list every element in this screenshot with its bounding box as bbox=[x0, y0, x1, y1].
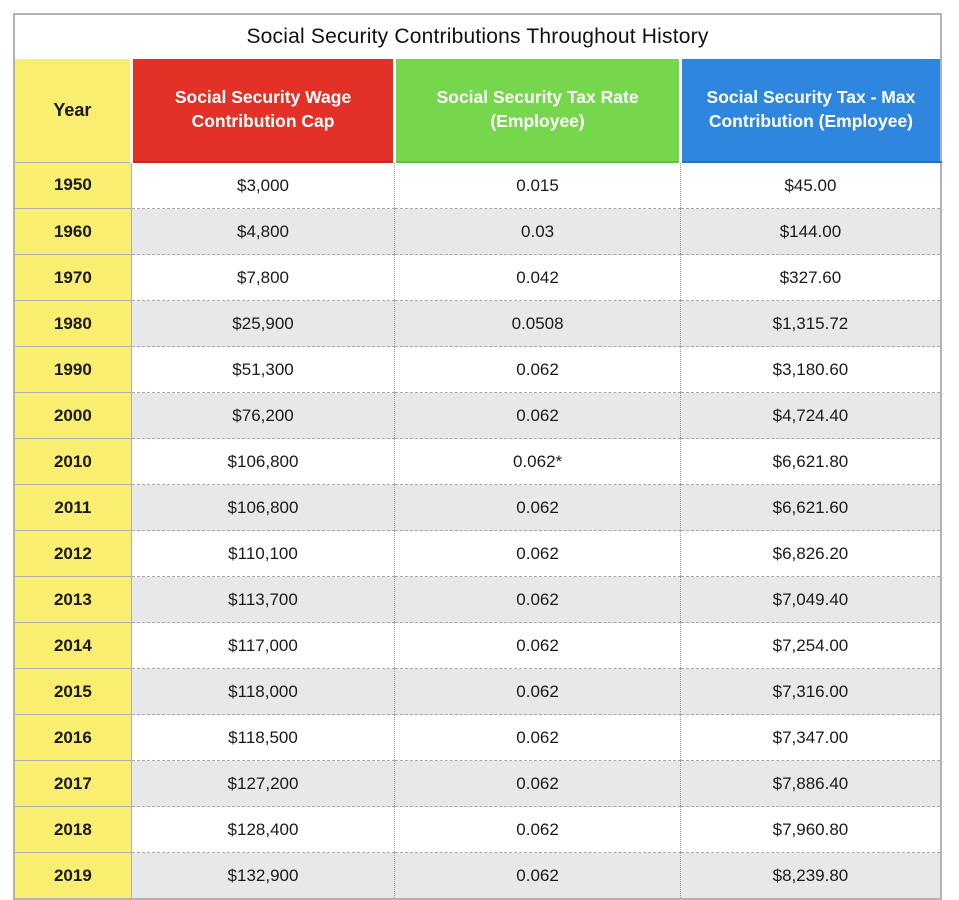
max-contribution-cell: $7,254.00 bbox=[680, 623, 941, 669]
year-column-header: Year bbox=[14, 59, 131, 162]
year-cell: 2000 bbox=[14, 393, 131, 439]
max-contribution-column-header: Social Security Tax - Max Contribution (Employee) bbox=[680, 59, 941, 162]
max-contribution-cell: $6,621.60 bbox=[680, 485, 941, 531]
table-row bbox=[14, 301, 941, 347]
tax-rate-cell: 0.062 bbox=[395, 577, 681, 623]
max-contribution-cell: $6,826.20 bbox=[680, 531, 941, 577]
tax-rate-cell: 0.062 bbox=[395, 807, 681, 853]
max-contribution-cell: $7,886.40 bbox=[680, 761, 941, 807]
wage-cap-cell: $127,200 bbox=[131, 761, 395, 807]
wage-cap-cell: $118,500 bbox=[131, 715, 395, 761]
tax-rate-cell: 0.062 bbox=[395, 715, 681, 761]
max-contribution-cell: $7,316.00 bbox=[680, 669, 941, 715]
year-cell: 2016 bbox=[14, 715, 131, 761]
year-cell: 1960 bbox=[14, 209, 131, 255]
year-cell: 1990 bbox=[14, 347, 131, 393]
tax-rate-cell: 0.015 bbox=[395, 162, 681, 209]
wage-cap-cell: $132,900 bbox=[131, 853, 395, 900]
max-contribution-cell: $327.60 bbox=[680, 255, 941, 301]
tax-rate-cell: 0.0508 bbox=[395, 301, 681, 347]
year-cell: 2011 bbox=[14, 485, 131, 531]
table-row bbox=[14, 255, 941, 301]
tax-rate-cell: 0.062 bbox=[395, 623, 681, 669]
table-row bbox=[14, 853, 941, 900]
wage-cap-cell: $106,800 bbox=[131, 485, 395, 531]
wage-cap-cell: $3,000 bbox=[131, 162, 395, 209]
table-row bbox=[14, 531, 941, 577]
table-row bbox=[14, 485, 941, 531]
table-row bbox=[14, 577, 941, 623]
title-row bbox=[14, 14, 941, 59]
max-contribution-cell: $3,180.60 bbox=[680, 347, 941, 393]
tax-rate-cell: 0.042 bbox=[395, 255, 681, 301]
table-row bbox=[14, 807, 941, 853]
table-title: Social Security Contributions Throughout History bbox=[14, 14, 941, 59]
year-cell: 2013 bbox=[14, 577, 131, 623]
table-row bbox=[14, 209, 941, 255]
year-cell: 2010 bbox=[14, 439, 131, 485]
max-contribution-cell: $1,315.72 bbox=[680, 301, 941, 347]
tax-rate-cell: 0.062 bbox=[395, 393, 681, 439]
tax-rate-cell: 0.03 bbox=[395, 209, 681, 255]
social-security-table bbox=[13, 13, 942, 900]
tax-rate-column-header: Social Security Tax Rate (Employee) bbox=[395, 59, 681, 162]
wage-cap-cell: $117,000 bbox=[131, 623, 395, 669]
max-contribution-cell: $7,960.80 bbox=[680, 807, 941, 853]
year-cell: 2019 bbox=[14, 853, 131, 900]
table-row bbox=[14, 623, 941, 669]
tax-rate-cell: 0.062 bbox=[395, 531, 681, 577]
wage-cap-cell: $118,000 bbox=[131, 669, 395, 715]
year-cell: 2015 bbox=[14, 669, 131, 715]
table-row bbox=[14, 439, 941, 485]
wage-cap-cell: $51,300 bbox=[131, 347, 395, 393]
table-row bbox=[14, 761, 941, 807]
table-row bbox=[14, 669, 941, 715]
wage-cap-cell: $128,400 bbox=[131, 807, 395, 853]
wage-cap-cell: $7,800 bbox=[131, 255, 395, 301]
max-contribution-cell: $144.00 bbox=[680, 209, 941, 255]
wage-cap-cell: $76,200 bbox=[131, 393, 395, 439]
table-row bbox=[14, 347, 941, 393]
table-row bbox=[14, 715, 941, 761]
wage-cap-cell: $106,800 bbox=[131, 439, 395, 485]
year-cell: 1980 bbox=[14, 301, 131, 347]
max-contribution-cell: $7,347.00 bbox=[680, 715, 941, 761]
year-cell: 2014 bbox=[14, 623, 131, 669]
wage-cap-cell: $4,800 bbox=[131, 209, 395, 255]
year-cell: 2017 bbox=[14, 761, 131, 807]
table-row bbox=[14, 393, 941, 439]
year-cell: 1950 bbox=[14, 162, 131, 209]
wage-cap-column-header: Social Security Wage Contribution Cap bbox=[131, 59, 395, 162]
wage-cap-cell: $110,100 bbox=[131, 531, 395, 577]
table-row bbox=[14, 162, 941, 209]
tax-rate-cell: 0.062 bbox=[395, 347, 681, 393]
max-contribution-cell: $7,049.40 bbox=[680, 577, 941, 623]
max-contribution-cell: $45.00 bbox=[680, 162, 941, 209]
tax-rate-cell: 0.062* bbox=[395, 439, 681, 485]
header-row bbox=[14, 59, 941, 162]
max-contribution-cell: $4,724.40 bbox=[680, 393, 941, 439]
max-contribution-cell: $6,621.80 bbox=[680, 439, 941, 485]
wage-cap-cell: $113,700 bbox=[131, 577, 395, 623]
year-cell: 2012 bbox=[14, 531, 131, 577]
max-contribution-cell: $8,239.80 bbox=[680, 853, 941, 900]
tax-rate-cell: 0.062 bbox=[395, 485, 681, 531]
tax-rate-cell: 0.062 bbox=[395, 761, 681, 807]
tax-rate-cell: 0.062 bbox=[395, 853, 681, 900]
tax-rate-cell: 0.062 bbox=[395, 669, 681, 715]
year-cell: 1970 bbox=[14, 255, 131, 301]
year-cell: 2018 bbox=[14, 807, 131, 853]
wage-cap-cell: $25,900 bbox=[131, 301, 395, 347]
